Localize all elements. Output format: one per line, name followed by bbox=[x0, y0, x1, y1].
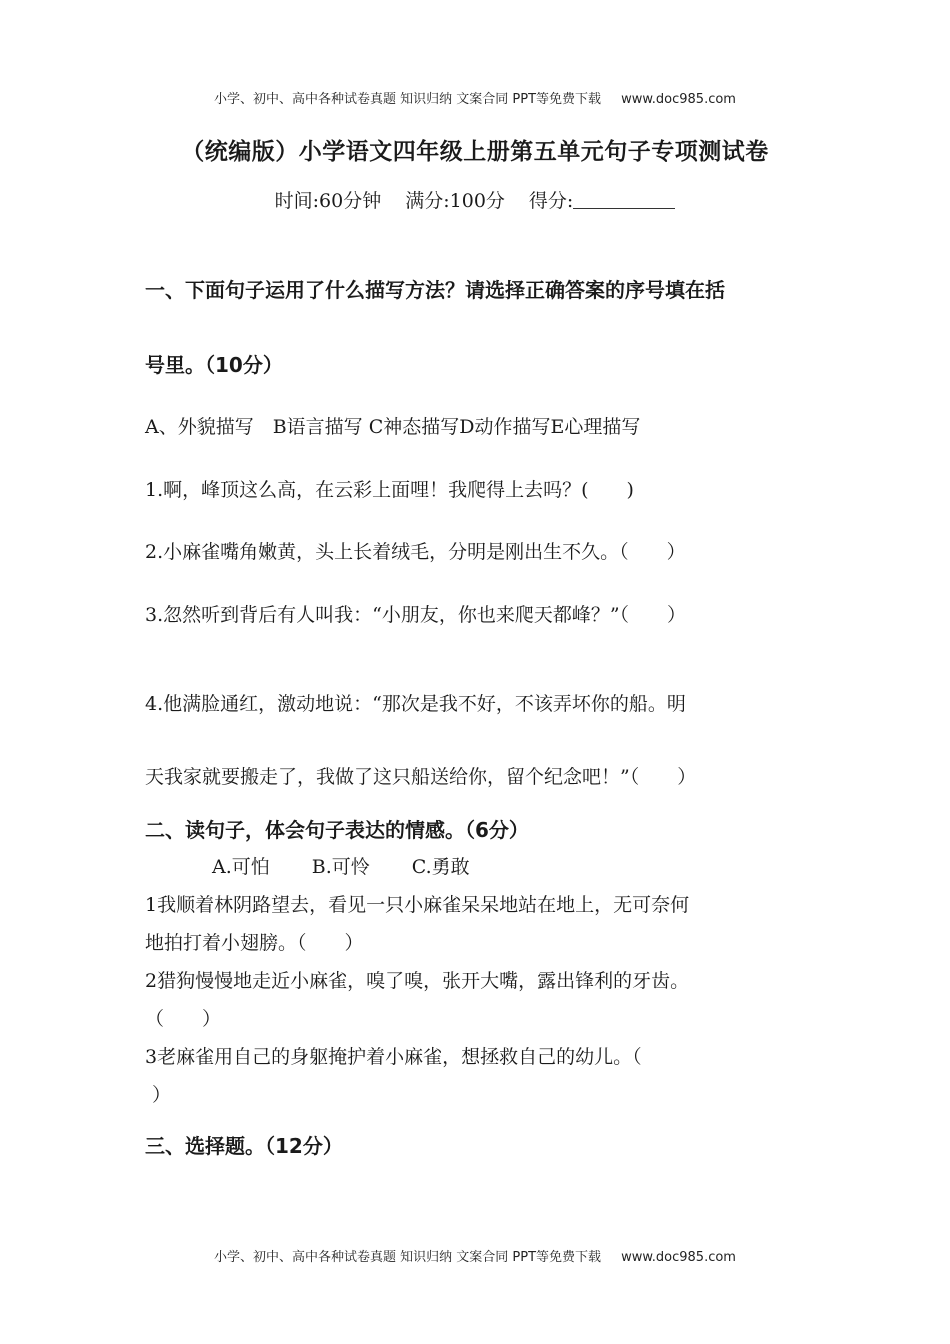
score-blank[interactable] bbox=[573, 190, 675, 209]
exam-meta bbox=[0, 186, 950, 213]
page-title: （统编版）小学语文四年级上册第五单元句子专项测试卷 bbox=[181, 139, 769, 165]
section1-question-2: 2.小麻雀嘴角嫩黄，头上长着绒毛，分明是刚出生不久。（ ） bbox=[145, 541, 686, 563]
section1-options: A、外貌描写 B语言描写 C神态描写D动作描写E心理描写 bbox=[145, 416, 641, 438]
section2-question-1-line1: 1我顺着林阴路望去，看见一只小麻雀呆呆地站在地上，无可奈何 bbox=[145, 894, 690, 916]
section2-question-2-line1: 2猎狗慢慢地走近小麻雀，嗅了嗅，张开大嘴，露出锋利的牙齿。 bbox=[145, 970, 690, 992]
section2-heading: 二、读句子，体会句子表达的情感。（6分） bbox=[145, 818, 529, 842]
section2-question-1-line2: 地拍打着小翅膀。（ ） bbox=[145, 932, 364, 954]
option-b: B.可怜 bbox=[311, 856, 370, 878]
section2-question-2-line2: （ ） bbox=[145, 1008, 222, 1030]
exam-time: 时间:60分钟 bbox=[274, 190, 382, 212]
option-a: A.可怕 bbox=[212, 856, 270, 878]
section2-options bbox=[212, 852, 470, 879]
section2-question-3-line1: 3老麻雀用自己的身躯掩护着小麻雀，想拯救自己的幼儿。（ bbox=[145, 1046, 642, 1068]
section1-question-4-line2: 天我家就要搬走了，我做了这只船送给你，留个纪念吧！”（ ） bbox=[145, 766, 697, 788]
section1-question-1: 1.啊，峰顶这么高，在云彩上面哩！我爬得上去吗？( ) bbox=[145, 479, 634, 501]
footer-site: www.doc985.com bbox=[621, 1250, 736, 1265]
section1-question-4-line1: 4.他满脸通红，激动地说：“那次是我不好，不该弄坏你的船。明 bbox=[145, 693, 686, 715]
exam-full-score: 满分:100分 bbox=[405, 190, 505, 212]
section2-question-3-line2: ） bbox=[152, 1084, 172, 1106]
header-site: www.doc985.com bbox=[621, 92, 736, 107]
page-footer bbox=[0, 1246, 950, 1265]
section1-heading-line1: 一、下面句子运用了什么描写方法？请选择正确答案的序号填在括 bbox=[145, 278, 725, 302]
header-text: 小学、初中、高中各种试卷真题 知识归纳 文案合同 PPT等免费下载 bbox=[214, 92, 602, 107]
section1-question-3: 3.忽然听到背后有人叫我：“小朋友，你也来爬天都峰？”（ ） bbox=[145, 604, 687, 626]
section3-heading: 三、选择题。（12分） bbox=[145, 1134, 343, 1158]
section1-heading-line2: 号里。（10分） bbox=[145, 353, 283, 377]
page-header bbox=[0, 88, 950, 107]
option-c: C.勇敢 bbox=[411, 856, 470, 878]
exam-score-label: 得分: bbox=[528, 190, 574, 212]
footer-text: 小学、初中、高中各种试卷真题 知识归纳 文案合同 PPT等免费下载 bbox=[214, 1250, 602, 1265]
